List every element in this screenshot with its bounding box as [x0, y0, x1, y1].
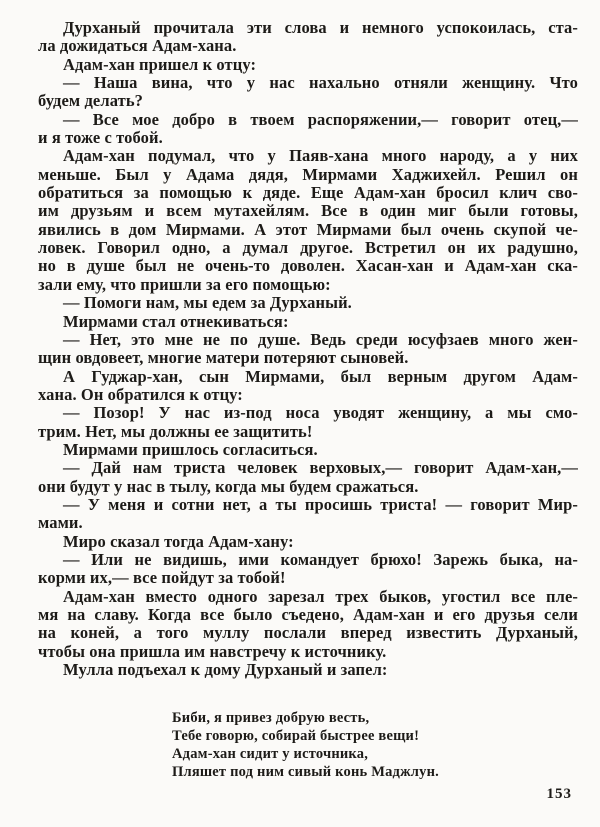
- verse-line: Пляшет под ним сивый конь Маджлун.: [172, 764, 439, 780]
- text-line: А Гуджар-хан, сын Мирмами, был верным другом Адам-: [63, 366, 578, 386]
- text-line: но в душе был не очень-то доволен. Хасан-хан и Адам-хан ска-: [38, 256, 578, 276]
- text-line: обратиться за помощью к дяде. Еще Адам-хан бросил клич сво-: [38, 183, 578, 203]
- text-line: Мирмами пришлось согласиться.: [63, 439, 318, 459]
- text-line: Адам-хан вместо одного зарезал трех быков, угостил все пле-: [63, 586, 578, 606]
- text-line: хана. Он обратился к отцу:: [38, 384, 243, 404]
- text-line: — Наша вина, что у нас нахально отняли женщину. Что: [63, 73, 578, 93]
- text-line: щин овдовеет, многие матери потеряют сыновей.: [38, 348, 409, 368]
- text-line: — Помоги нам, мы едем за Дурханый.: [63, 293, 352, 313]
- text-line: — У меня и сотни нет, а ты просишь триста! — говорит Мир-: [63, 494, 578, 514]
- text-line: чтобы она пришла им навстречу к источнику.: [38, 641, 387, 661]
- text-line: корми их,— все пойдут за тобой!: [38, 568, 286, 588]
- text-line: Адам-хан пришел к отцу:: [63, 54, 257, 74]
- text-line: Мирмами стал отнекиваться:: [63, 311, 289, 331]
- page-body-text: [38, 19, 578, 679]
- text-line: и я тоже с тобой.: [38, 128, 163, 148]
- text-line: мя на славу. Когда все было съедено, Адам-хан и его друзья сели: [38, 605, 578, 624]
- text-line: — Нет, это мне не по душе. Ведь среди юсуфзаев много жен-: [63, 329, 578, 349]
- text-line: будем делать?: [38, 91, 143, 111]
- verse-line: Тебе говорю, собирай быстрее вещи!: [172, 728, 420, 744]
- text-line: Адам-хан подумал, что у Паяв-хана много народу, а у них: [63, 146, 578, 166]
- text-line: им друзьям и всем мутахейлям. Все в один миг были готовы,: [38, 201, 578, 221]
- verse-block: [172, 709, 439, 781]
- text-line: — Позор! У нас из-под носа уводят женщину, а мы смо-: [63, 403, 578, 423]
- text-line: они будут у нас в тылу, когда мы будем сражаться.: [38, 476, 419, 496]
- text-line: на коней, а того муллу послали вперед известить Дурханый,: [38, 623, 578, 643]
- text-line: мами.: [38, 513, 83, 533]
- text-line: — Все мое добро в твоем распоряжении,— говорит отец,—: [63, 109, 578, 129]
- verse-line: Биби, я привез добрую весть,: [172, 710, 370, 726]
- text-line: трим. Нет, мы должны ее защитить!: [38, 421, 313, 441]
- text-line: меньше. Был у Адама дядя, Мирмами Хаджихейл. Решил он: [38, 164, 578, 184]
- verse-line: Адам-хан сидит у источника,: [172, 746, 369, 762]
- text-line: ла дожидаться Адам-хана.: [38, 36, 237, 56]
- text-line: зали ему, что пришли за его помощью:: [38, 274, 331, 294]
- text-line: — Дай нам триста человек верховых,— говорит Адам-хан,—: [63, 458, 578, 478]
- text-line: явились в дом Мирмами. А этот Мирмами был очень скупой че-: [38, 219, 578, 239]
- text-line: Миро сказал тогда Адам-хану:: [63, 531, 294, 551]
- text-line: — Или не видишь, ими командует брюхо! Зарежь быка, на-: [63, 549, 578, 569]
- text-line: ловек. Говорил одно, а думал другое. Встретил он их радушно,: [38, 238, 578, 258]
- page-number: 153: [546, 786, 572, 802]
- text-line: Дурханый прочитала эти слова и немного успокоилась, ста-: [63, 18, 578, 37]
- text-line: Мулла подъехал к дому Дурханый и запел:: [63, 660, 388, 680]
